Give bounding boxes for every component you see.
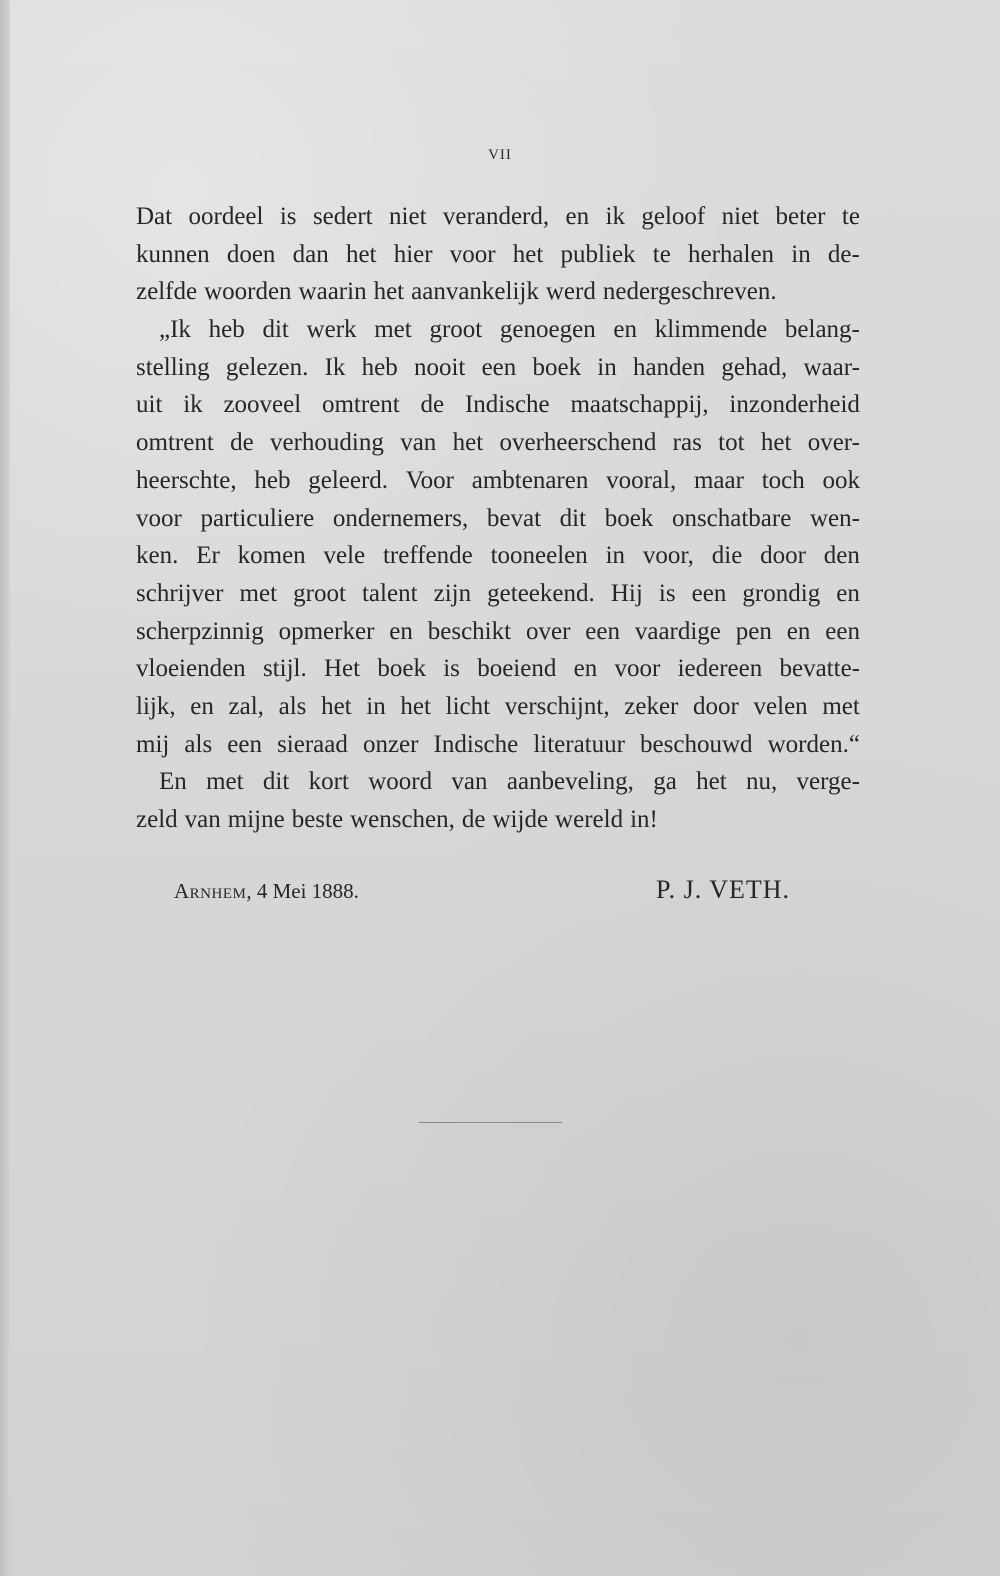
word: het <box>696 768 727 796</box>
word: stelling <box>136 353 210 381</box>
word: talent <box>361 579 418 607</box>
word: die <box>711 542 743 570</box>
word: het <box>400 692 431 720</box>
text-line <box>136 462 860 500</box>
word: heb <box>254 466 291 494</box>
page-edge-shadow <box>0 0 10 1576</box>
word: zal, <box>228 692 264 720</box>
author-signature: P. J. VETH. <box>656 875 791 904</box>
text-line <box>136 688 860 726</box>
word: velen <box>753 692 808 720</box>
word: ken. <box>136 542 179 570</box>
body-text <box>136 198 860 839</box>
word: omtrent <box>321 391 400 419</box>
word: geloof <box>641 203 706 230</box>
word: de <box>230 429 254 457</box>
word: Indische <box>433 730 519 758</box>
word: van <box>184 806 221 833</box>
word: ambtenaren <box>471 466 589 494</box>
word: groot <box>429 316 483 344</box>
word: en <box>573 655 598 683</box>
text-line <box>136 424 860 462</box>
word: boek <box>604 504 654 532</box>
word: nedergeschreven. <box>602 278 777 306</box>
word: het <box>512 240 544 268</box>
word: particuliere <box>200 504 315 532</box>
word: boeiend <box>477 655 557 683</box>
word: het <box>321 692 352 720</box>
word: vloeienden <box>136 655 246 683</box>
word: met <box>822 692 860 720</box>
word: aanvankelijk <box>411 278 539 306</box>
word: Hij <box>610 579 643 607</box>
word: een <box>585 617 620 645</box>
word: bevat <box>486 504 542 532</box>
word: over- <box>807 429 860 457</box>
word: in! <box>630 806 658 833</box>
text-line <box>136 650 860 688</box>
text-line <box>136 500 860 538</box>
text-line <box>136 198 860 236</box>
word: dit <box>262 316 289 344</box>
word: doen <box>226 240 276 268</box>
word: pen <box>735 617 772 645</box>
word: Voor <box>405 466 454 494</box>
word: voor <box>614 655 661 683</box>
word: dit <box>262 768 290 796</box>
word: een <box>825 617 860 645</box>
word: wereld <box>555 806 624 833</box>
word: geteekend. <box>487 579 595 607</box>
word: boek <box>377 655 426 683</box>
word: licht <box>445 692 491 720</box>
text-line <box>136 386 860 424</box>
word: worden.“ <box>767 730 860 758</box>
word: is <box>443 655 460 683</box>
word: komen <box>237 542 306 570</box>
word: onzer <box>362 730 419 758</box>
word: heerschte, <box>136 466 237 494</box>
word: uit <box>136 391 163 419</box>
word: over <box>525 617 571 645</box>
word: maar <box>693 466 744 494</box>
word: ga <box>653 768 677 796</box>
word: verschijnt, <box>504 692 610 720</box>
text-line <box>136 801 860 839</box>
word: is <box>658 579 676 607</box>
word: tot <box>718 429 745 457</box>
word: gelezen. <box>225 353 309 381</box>
word: de- <box>827 240 860 268</box>
word: nu, <box>745 768 778 796</box>
word: een <box>691 579 727 607</box>
word: geleerd. <box>308 466 389 494</box>
word: En <box>159 768 187 796</box>
word: woorden <box>204 278 292 306</box>
text-line <box>136 575 860 613</box>
word: mij <box>136 730 170 758</box>
word: publiek <box>560 240 636 268</box>
word: en <box>613 316 638 344</box>
word: zijn <box>433 579 472 607</box>
word: waarin <box>298 278 367 306</box>
word: wen- <box>809 504 860 532</box>
word: voor <box>136 504 182 532</box>
word: verhouding <box>270 429 384 457</box>
word: en <box>389 617 413 645</box>
word: klimmende <box>654 316 768 344</box>
word: in <box>366 692 386 720</box>
word: vaardige <box>634 617 721 645</box>
word: met <box>374 316 412 344</box>
text-line <box>136 763 860 801</box>
word: woord <box>368 768 433 796</box>
word: tooneelen <box>490 542 588 570</box>
word: beschouwd <box>640 730 753 758</box>
word: en <box>565 203 590 230</box>
word: opmerker <box>278 617 375 645</box>
word: sedert <box>312 203 373 230</box>
word: mijne <box>227 806 285 833</box>
text-line <box>136 537 860 575</box>
text-line <box>136 236 860 274</box>
word: treffende <box>382 542 473 570</box>
word: van <box>400 429 437 457</box>
word: heb <box>208 316 245 344</box>
word: belang- <box>784 316 860 344</box>
word: Er <box>196 542 220 570</box>
word: werd <box>545 278 596 306</box>
word: inzonderheid <box>729 391 860 419</box>
word: van <box>451 768 488 796</box>
text-line <box>136 349 860 387</box>
word: veranderd, <box>442 203 550 230</box>
word: onschatbare <box>671 504 792 532</box>
word: ras <box>672 429 702 457</box>
word: als <box>278 692 307 720</box>
word: wijde <box>492 806 549 833</box>
word: lijk, <box>136 692 176 720</box>
word: boek <box>532 353 582 381</box>
word: de <box>420 391 445 419</box>
word: gehad, <box>721 353 788 381</box>
word: in <box>791 240 811 268</box>
word: in <box>597 353 617 381</box>
word: ondernemers, <box>332 504 469 532</box>
text-line <box>136 613 860 651</box>
signoff <box>0 875 1000 915</box>
word: te <box>652 240 671 268</box>
word: door <box>760 542 806 570</box>
word: werk <box>306 316 357 344</box>
word: is <box>279 203 297 230</box>
word: ook <box>822 466 860 494</box>
word: handen <box>632 353 706 381</box>
word: te <box>841 203 860 230</box>
word: kort <box>308 768 349 796</box>
word: schrijver <box>136 579 224 607</box>
word: Ik <box>324 353 346 381</box>
word: een <box>481 353 517 381</box>
word: oordeel <box>188 203 264 230</box>
word: de <box>461 806 486 833</box>
word: toch <box>761 466 805 494</box>
word: herhalen <box>688 240 775 268</box>
word: iedereen <box>677 655 763 683</box>
word: Indische <box>464 391 550 419</box>
text-line <box>136 273 860 311</box>
word: en <box>190 692 214 720</box>
place-date <box>174 879 359 904</box>
word: voor <box>449 240 496 268</box>
word: een <box>227 730 262 758</box>
place-name: Arnhem <box>174 879 247 903</box>
word: en <box>786 617 811 645</box>
text-line <box>136 311 860 349</box>
word: het <box>760 429 792 457</box>
closing-rule <box>419 1122 562 1123</box>
word: scherpzinnig <box>136 617 264 645</box>
word: genoegen <box>499 316 596 344</box>
word: omtrent <box>136 429 214 457</box>
word: en <box>836 579 860 607</box>
word: zeker <box>624 692 679 720</box>
word: zooveel <box>223 391 302 419</box>
word: groot <box>293 579 346 607</box>
word: Dat <box>136 203 173 230</box>
word: overheerschend <box>499 429 657 457</box>
word: waar- <box>803 353 860 381</box>
word: Het <box>323 655 361 683</box>
word: bevatte- <box>779 655 860 683</box>
word: zelfde <box>136 278 198 306</box>
word: kunnen <box>136 240 210 268</box>
date: , 4 Mei 1888. <box>246 879 359 903</box>
word: „Ik <box>159 316 191 344</box>
text-line <box>136 726 860 764</box>
word: heb <box>361 353 398 381</box>
word: in <box>605 542 626 570</box>
word: als <box>184 730 213 758</box>
word: beschikt <box>427 617 512 645</box>
word: literatuur <box>533 730 625 758</box>
word: met <box>239 579 278 607</box>
word: grondig <box>742 579 821 607</box>
word: zeld <box>136 806 178 833</box>
word: met <box>206 768 244 796</box>
word: den <box>823 542 860 570</box>
word: wenschen, <box>350 806 455 833</box>
word: hier <box>393 240 433 268</box>
word: stijl. <box>262 655 307 683</box>
word: vele <box>323 542 366 570</box>
word: ik <box>605 203 625 230</box>
word: maatschappij, <box>570 391 709 419</box>
word: het <box>373 278 405 306</box>
word: dan <box>292 240 329 268</box>
word: door <box>693 692 739 720</box>
word: niet <box>389 203 427 230</box>
word: nooit <box>413 353 466 381</box>
word: niet <box>721 203 760 230</box>
word: verge- <box>796 768 860 796</box>
word: ik <box>183 391 203 419</box>
word: beste <box>291 806 344 833</box>
page-number: VII <box>488 147 512 163</box>
word: aanbeveling, <box>506 768 634 796</box>
word: het <box>345 240 377 268</box>
word: voor, <box>642 542 694 570</box>
word: sieraad <box>277 730 348 758</box>
word: dit <box>559 504 587 532</box>
word: beter <box>775 203 826 230</box>
word: vooral, <box>606 466 677 494</box>
word: het <box>452 429 484 457</box>
